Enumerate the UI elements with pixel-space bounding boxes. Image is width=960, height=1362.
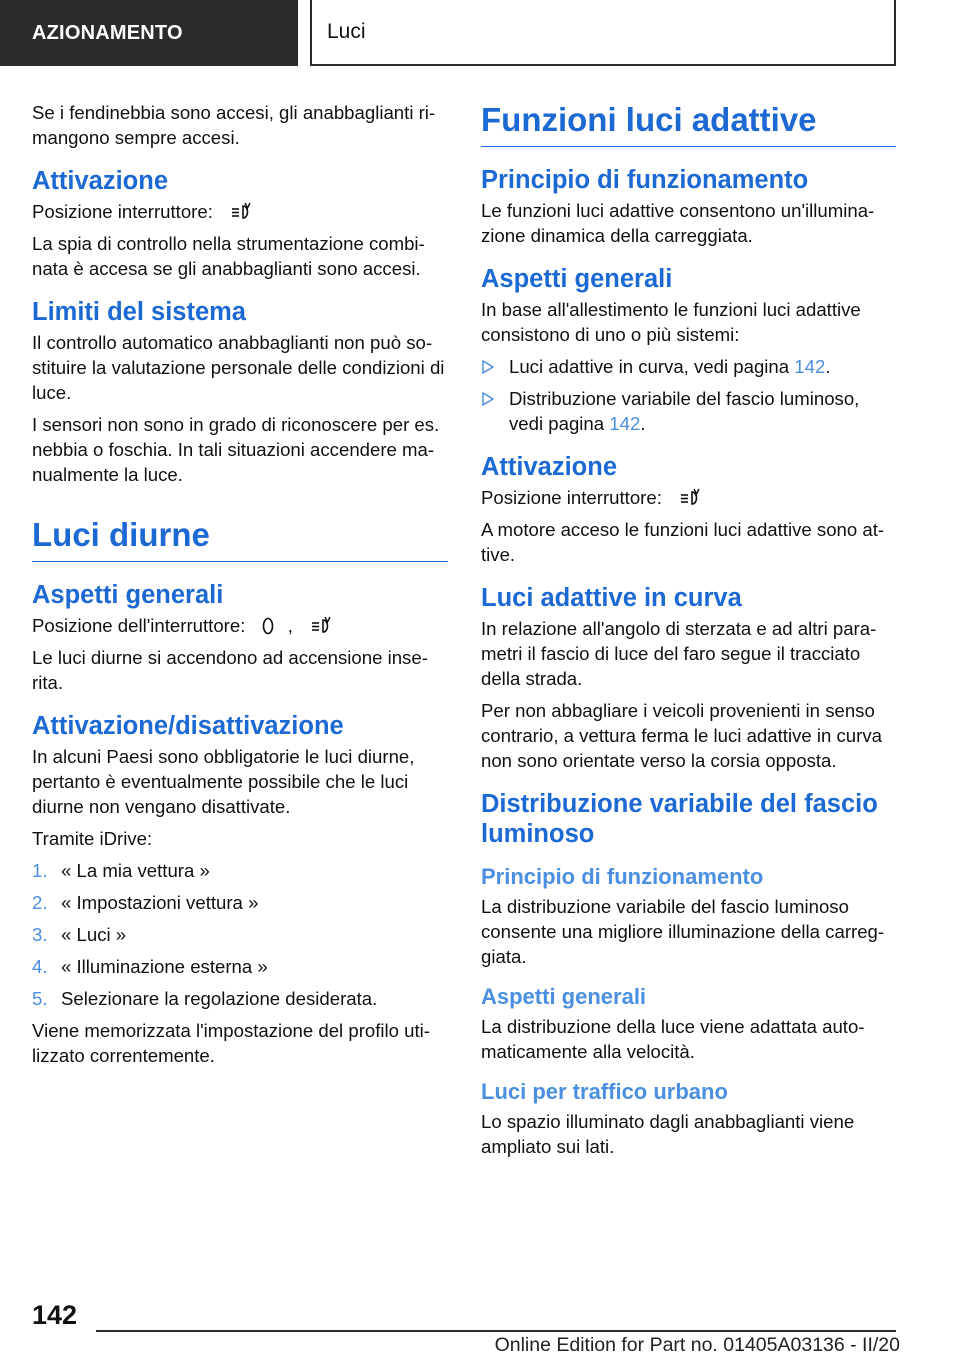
step-number: 4. — [32, 956, 48, 977]
section-title-attivazione-disattivazione: Attivazione/disattivazione — [32, 712, 344, 740]
step-number: 3. — [32, 924, 48, 945]
switch-position-line-2 — [32, 613, 448, 638]
list-item — [32, 890, 448, 915]
curva-paragraph-1: In relazione all'angolo di sterzata e ad altri para-metri il fascio di luce del faro segue il tracciato della strada. — [481, 618, 877, 689]
bullet-triangle-icon — [481, 360, 495, 374]
distribuzione-aspetti-text: La distribuzione della luce viene adattata auto-maticamente alla velocità. — [481, 1016, 865, 1062]
footer-divider — [96, 1330, 896, 1332]
principio-text: Le funzioni luci adattive consentono un'illumina-zione dinamica della carreggiata. — [481, 200, 875, 246]
bullet-text: Luci adattive in curva, vedi pagina — [509, 356, 795, 377]
attivazione-text: La spia di controllo nella strumentazione combi-nata è accesa se gli anabbaglianti sono accesi. — [32, 233, 425, 279]
switch-position-label-3: Posizione interruttore: — [481, 487, 662, 508]
aspetti-generali-right-text: In base all'allestimento le funzioni luci adattive consistono di uno o più sistemi: — [481, 299, 861, 345]
bullet-text: Distribuzione variabile del fascio luminoso, vedi pagina — [509, 388, 860, 434]
switch-position-label-2: Posizione dell'interruttore: — [32, 615, 246, 636]
chapter-heading-luci-diurne: Luci diurne — [32, 515, 448, 562]
switch-position-label: Posizione interruttore: — [32, 201, 213, 222]
list-item — [32, 858, 448, 883]
step-number: 1. — [32, 860, 48, 881]
list-item — [481, 354, 896, 379]
attivazione-disattivazione-p2: Tramite iDrive: — [32, 828, 153, 849]
bullet-end: . — [640, 413, 646, 434]
step-text: Selezionare la regolazione desiderata. — [61, 988, 378, 1009]
page-number: 142 — [32, 1300, 78, 1330]
auto-headlight-icon-2 — [308, 616, 332, 636]
section-title-attivazione: Attivazione — [32, 167, 169, 195]
left-column — [32, 100, 448, 1075]
icon-separator: , — [287, 615, 293, 636]
section-title-distribuzione-variabile: Distribuzione variabile del fascio luminoso — [481, 790, 878, 848]
subsection-title-principio: Principio di funzionamento — [481, 864, 764, 889]
list-item — [481, 386, 896, 436]
systems-bullet-list — [481, 354, 896, 436]
section-title-attivazione-right: Attivazione — [481, 453, 618, 481]
switch-position-line-3 — [481, 485, 896, 510]
list-item — [32, 954, 448, 979]
page-header — [0, 0, 960, 66]
chapter-heading-funzioni-luci-adattive: Funzioni luci adattive — [481, 100, 896, 147]
right-column — [481, 100, 896, 1166]
switch-position-line — [32, 199, 448, 224]
list-item — [32, 986, 448, 1011]
bullet-triangle-icon — [481, 392, 495, 406]
step-text: « Impostazioni vettura » — [61, 892, 259, 913]
edition-note: Online Edition for Part no. 01405A03136 - II/20 — [494, 1334, 900, 1356]
step-number: 5. — [32, 988, 48, 1009]
idrive-steps-list — [32, 858, 448, 1011]
intro-paragraph: Se i fendinebbia sono accesi, gli anabbaglianti ri-mangono sempre accesi. — [32, 102, 436, 148]
page-reference-link[interactable]: 142 — [794, 356, 826, 377]
chapter-tab: Luci — [310, 0, 896, 66]
attivazione-disattivazione-p3: Viene memorizzata l'impostazione del profilo uti-lizzato correntemente. — [32, 1020, 430, 1066]
limiti-paragraph-2: I sensori non sono in grado di riconoscere per es. nebbia o foschia. In tali situazioni accendere ma-nualmente la luce. — [32, 414, 440, 485]
traffico-urbano-text: Lo spazio illuminato dagli anabbaglianti viene ampliato sui lati. — [481, 1111, 855, 1157]
attivazione-disattivazione-p1: In alcuni Paesi sono obbligatorie le luci diurne, pertanto è eventualmente possibile che le luci diurne non vengano disattivate. — [32, 746, 415, 817]
section-title-aspetti-generali: Aspetti generali — [32, 581, 224, 609]
distribuzione-principio-text: La distribuzione variabile del fascio luminoso consente una migliore illuminazione della carreg-giata. — [481, 896, 885, 967]
bullet-end: . — [825, 356, 831, 377]
attivazione-right-text: A motore acceso le funzioni luci adattive sono at-tive. — [481, 519, 885, 565]
section-title-luci-adattive-curva: Luci adattive in curva — [481, 584, 742, 612]
step-number: 2. — [32, 892, 48, 913]
subsection-title-traffico-urbano: Luci per traffico urbano — [481, 1079, 728, 1104]
auto-headlight-icon — [228, 202, 252, 222]
aspetti-generali-text: Le luci diurne si accendono ad accensione inse-rita. — [32, 647, 428, 693]
light-switch-off-icon — [261, 616, 275, 636]
step-text: « Illuminazione esterna » — [61, 956, 268, 977]
section-title-limiti: Limiti del sistema — [32, 298, 246, 326]
section-title-aspetti-generali-right: Aspetti generali — [481, 265, 673, 293]
step-text: « Luci » — [61, 924, 127, 945]
section-title-principio: Principio di funzionamento — [481, 166, 809, 194]
curva-paragraph-2: Per non abbagliare i veicoli provenienti in senso contrario, a vettura ferma le luci adattive in curva non sono orientate verso la corsia opposta. — [481, 700, 882, 771]
step-text: « La mia vettura » — [61, 860, 210, 881]
subsection-title-aspetti-generali: Aspetti generali — [481, 984, 647, 1009]
auto-headlight-icon-3 — [677, 488, 701, 508]
page-reference-link[interactable]: 142 — [609, 413, 641, 434]
section-tab: AZIONAMENTO — [0, 0, 298, 66]
limiti-paragraph-1: Il controllo automatico anabbaglianti non può so-stituire la valutazione personale delle condizioni di luce. — [32, 332, 445, 403]
list-item — [32, 922, 448, 947]
